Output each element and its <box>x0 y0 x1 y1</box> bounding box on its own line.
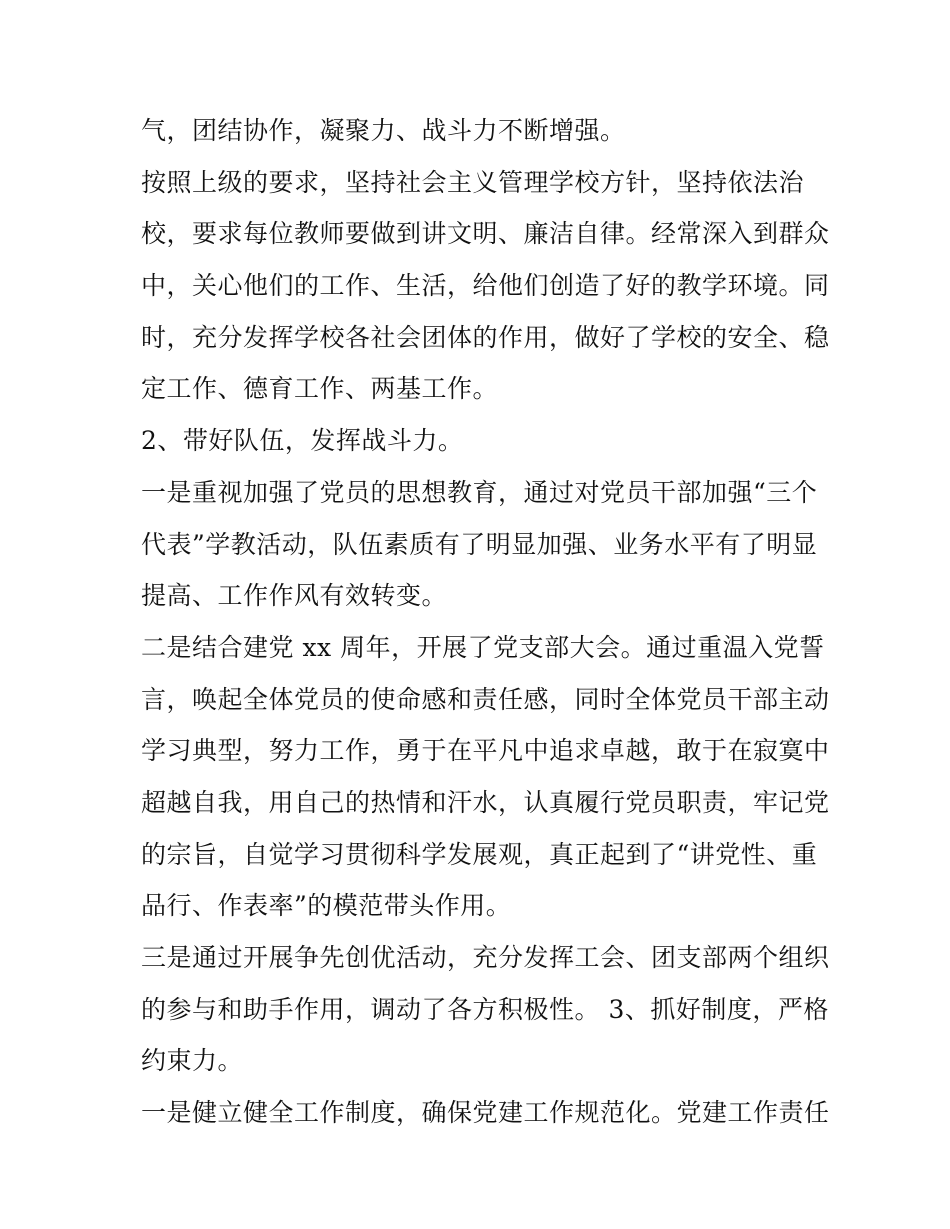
text-line: 约束力。 <box>141 1046 244 1076</box>
text-line: 二是结合建党 xx 周年，开展了党支部大会。通过重温入党誓 <box>141 632 825 662</box>
text-line: 代表”学教活动，队伍素质有了明显加强、业务水平有了明显 <box>141 529 818 559</box>
text-line: 时，充分发挥学校各社会团体的作用，做好了学校的安全、稳 <box>141 322 830 352</box>
text-line: 言，唤起全体党员的使命感和责任感，同时全体党员干部主动 <box>141 684 830 714</box>
text-line: 定工作、德育工作、两基工作。 <box>141 374 499 404</box>
section-heading: 2、带好队伍，发挥战斗力。 <box>141 426 464 456</box>
text-line: 三是通过开展争先创优活动，充分发挥工会、团支部两个组织 <box>141 943 830 972</box>
text-line: 按照上级的要求，坚持社会主义管理学校方针，坚持依法治 <box>141 167 805 197</box>
text-line: 的宗旨，自觉学习贯彻科学发展观，真正起到了“讲党性、重 <box>141 839 818 869</box>
text-line: 校，要求每位教师要做到讲文明、廉洁自律。经常深入到群众 <box>141 219 830 249</box>
text-line: 一是健立健全工作制度，确保党建工作规范化。党建工作责任 <box>141 1098 830 1128</box>
text-line: 提高、工作作风有效转变。 <box>141 581 448 611</box>
text-line: 的参与和助手作用，调动了各方积极性。 3、抓好制度，严格 <box>141 994 829 1024</box>
text-line: 超越自我，用自己的热情和汗水，认真履行党员职责，牢记党 <box>141 787 830 817</box>
text-line: 一是重视加强了党员的思想教育，通过对党员干部加强“三个 <box>141 477 818 507</box>
document-text <box>141 105 830 1139</box>
text-line: 品行、作表率”的模范带头作用。 <box>141 891 512 921</box>
text-line: 气，团结协作，凝聚力、战斗力不断增强。 <box>141 116 626 145</box>
text-line: 学习典型，努力工作，勇于在平凡中追求卓越，敢于在寂寞中 <box>141 736 830 766</box>
text-line: 中，关心他们的工作、生活，给他们创造了好的教学环境。同 <box>141 271 830 301</box>
